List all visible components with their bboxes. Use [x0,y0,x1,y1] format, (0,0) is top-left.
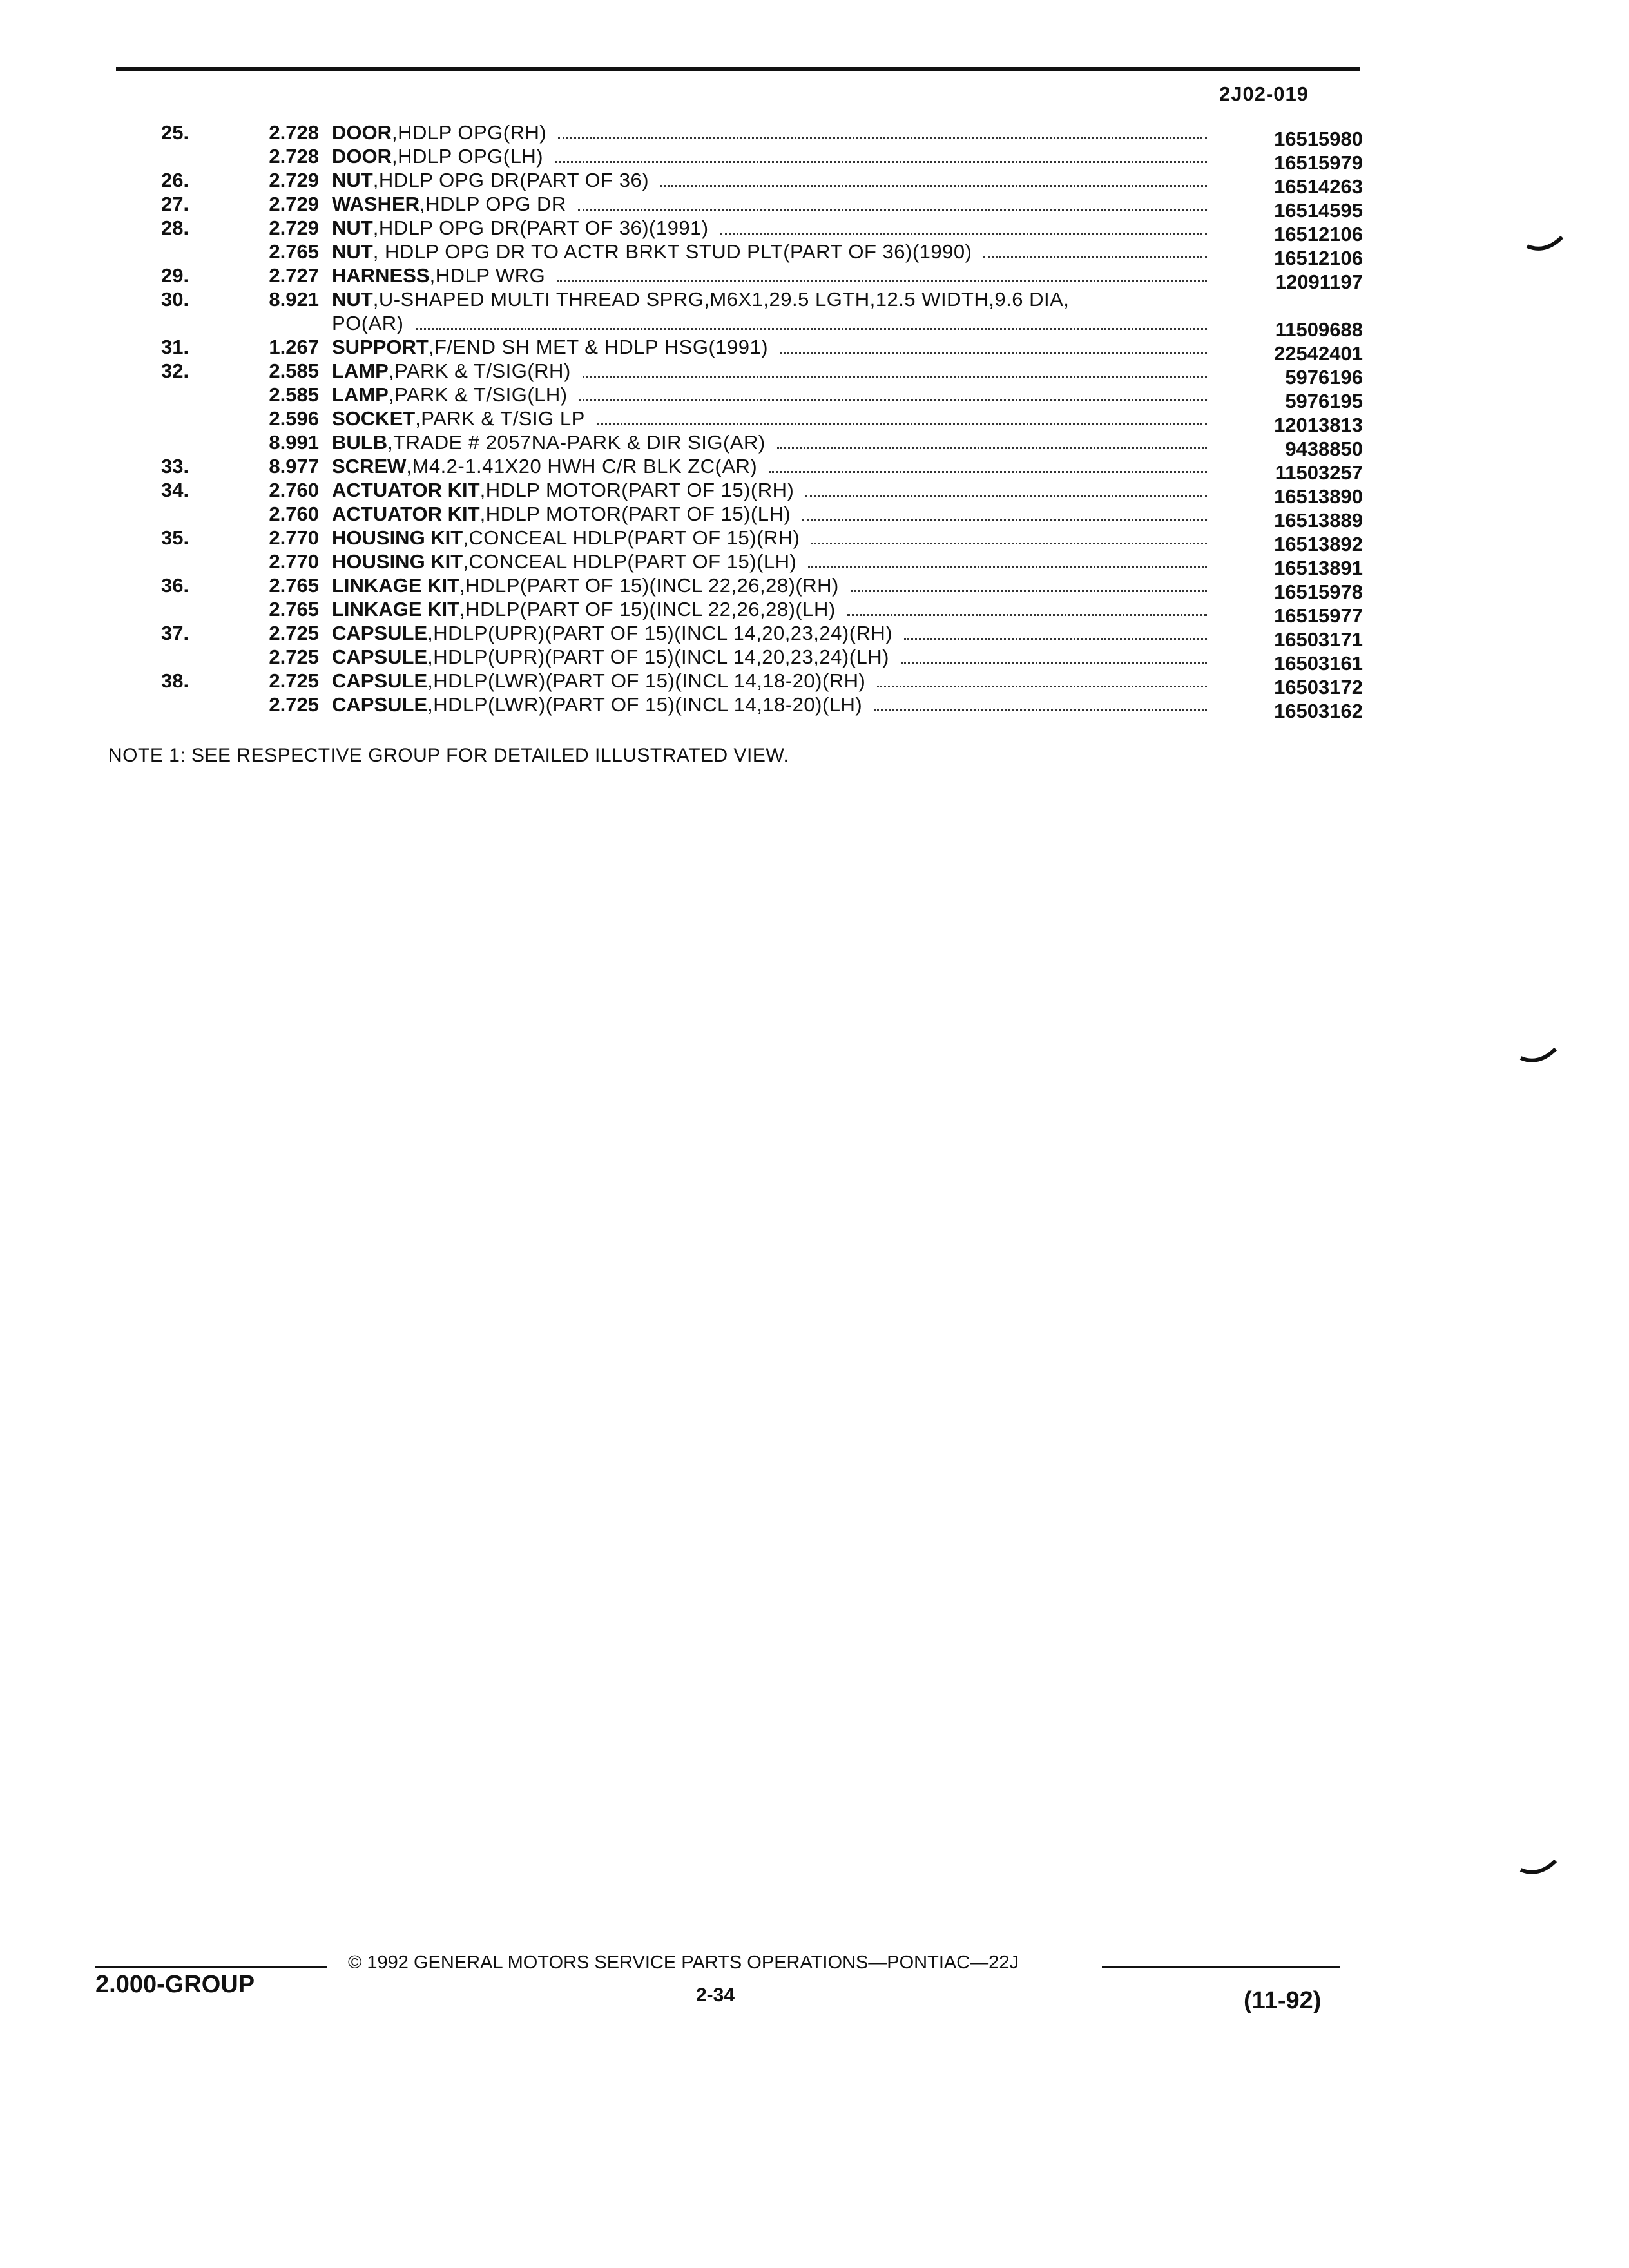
dot-leader [847,614,1207,616]
group-number: 2.765 [269,240,319,263]
part-number: 16513889 [1274,509,1363,532]
dot-leader [802,519,1207,521]
dot-leader [579,399,1207,401]
part-detail: ,HDLP(PART OF 15)(INCL 22,26,28)(LH) [459,598,836,620]
part-name: WASHER [332,193,420,215]
part-description [332,693,1215,716]
part-number: 16503172 [1274,676,1363,698]
item-number: 26. [161,169,189,191]
part-description [332,312,1215,335]
part-description [332,288,1215,311]
part-detail: ,PARK & T/SIG(LH) [388,383,568,406]
part-description [332,169,1215,192]
part-number: 16512106 [1274,247,1363,269]
part-name: SUPPORT [332,336,429,358]
part-row [116,622,1363,651]
part-number: 12091197 [1275,271,1363,293]
part-row [116,693,1363,722]
part-row [116,407,1363,436]
footer-date: (11-92) [1244,1987,1322,2014]
part-name: CAPSULE [332,669,428,692]
part-description [332,383,1215,407]
part-detail: ,HDLP OPG DR [419,193,566,215]
part-number: 16512106 [1274,223,1363,245]
part-detail: ,PARK & T/SIG(RH) [388,360,571,382]
dot-leader [874,709,1207,711]
group-number: 2.725 [269,669,319,692]
part-name: BULB [332,431,388,454]
group-number: 2.725 [269,622,319,644]
part-description [332,360,1215,383]
dot-leader [578,209,1207,211]
part-number: 5976196 [1285,366,1363,389]
dot-leader [720,233,1207,235]
part-name: HOUSING KIT [332,550,463,573]
part-name: NUT [332,288,373,311]
part-number: 16515978 [1274,581,1363,603]
item-number: 38. [161,669,189,692]
part-number: 16514595 [1274,199,1363,222]
group-number: 2.728 [269,145,319,168]
dot-leader [583,376,1207,378]
footer-copyright: © 1992 GENERAL MOTORS SERVICE PARTS OPERATIONS—PONTIAC—22J [348,1952,1019,1973]
item-number: 33. [161,455,189,477]
part-description [332,646,1215,669]
part-name: ACTUATOR KIT [332,479,480,501]
part-row [116,360,1363,389]
dot-leader [558,137,1207,139]
part-description [332,455,1215,478]
part-description [332,264,1215,287]
part-number: 16513890 [1274,485,1363,508]
group-number: 1.267 [269,336,319,358]
top-rule [116,67,1360,71]
dot-leader [416,328,1208,330]
part-number: 9438850 [1285,437,1363,460]
part-description [332,431,1215,454]
part-number: 16503162 [1274,700,1363,722]
dot-leader [904,638,1207,640]
group-number: 2.727 [269,264,319,287]
part-row [116,193,1363,222]
part-name: NUT [332,240,373,263]
part-row [116,503,1363,532]
dot-leader [811,543,1207,544]
part-row [116,598,1363,627]
group-number: 2.729 [269,216,319,239]
group-number: 2.728 [269,121,319,144]
part-description [332,336,1215,359]
part-row [116,574,1363,603]
part-row [116,169,1363,198]
group-number: 8.921 [269,288,319,311]
group-number: 2.770 [269,526,319,549]
group-number: 2.770 [269,550,319,573]
dot-leader [777,447,1207,449]
part-name: CAPSULE [332,693,428,716]
part-detail: ,TRADE # 2057NA-PARK & DIR SIG(AR) [387,431,766,454]
footer-rule [1102,1966,1340,1968]
part-row [116,455,1363,484]
page-number: 2-34 [696,1984,735,2006]
part-number: 16513892 [1274,533,1363,555]
dot-leader [780,352,1207,354]
part-row [116,646,1363,675]
part-detail: ,U-SHAPED MULTI THREAD SPRG,M6X1,29.5 LGTH,12.5 WIDTH,9.6 DIA, [372,288,1070,311]
part-detail: ,HDLP(LWR)(PART OF 15)(INCL 14,18-20)(RH) [427,669,866,692]
part-description [332,503,1215,526]
part-detail: ,CONCEAL HDLP(PART OF 15)(RH) [463,526,800,549]
item-number: 27. [161,193,189,215]
part-detail: ,HDLP(LWR)(PART OF 15)(INCL 14,18-20)(LH) [427,693,863,716]
footnote: NOTE 1: SEE RESPECTIVE GROUP FOR DETAILED ILLUSTRATED VIEW. [108,745,789,766]
dot-leader [557,280,1207,282]
part-detail: ,HDLP OPG DR(PART OF 36)(1991) [372,216,709,239]
part-name: DOOR [332,145,392,168]
group-number: 8.991 [269,431,319,454]
part-number: 16514263 [1274,175,1363,198]
part-name: CAPSULE [332,622,428,644]
dot-leader [555,161,1207,163]
item-number: 37. [161,622,189,644]
group-number: 2.585 [269,383,319,406]
group-number: 2.765 [269,574,319,597]
group-number: 2.596 [269,407,319,430]
group-number: 2.760 [269,479,319,501]
part-detail: ,CONCEAL HDLP(PART OF 15)(LH) [463,550,797,573]
part-row [116,550,1363,579]
part-description [332,216,1215,240]
dot-leader [983,256,1207,258]
group-number: 2.729 [269,193,319,215]
part-description [332,598,1215,621]
group-number: 2.729 [269,169,319,191]
part-number: 16515977 [1274,604,1363,627]
part-detail: ,PARK & T/SIG LP [415,407,585,430]
binder-mark [1519,1044,1558,1070]
part-number: 12013813 [1274,414,1363,436]
part-detail: , HDLP OPG DR TO ACTR BRKT STUD PLT(PART OF 36)(1990) [372,240,972,263]
part-name: HOUSING KIT [332,526,463,549]
part-number: 16503171 [1274,628,1363,651]
dot-leader [808,566,1207,568]
binder-mark [1526,232,1565,258]
part-row [116,216,1363,245]
dot-leader [660,185,1207,187]
item-number: 28. [161,216,189,239]
part-number: 16503161 [1274,652,1363,675]
part-detail: PO(AR) [332,312,404,334]
part-row [116,336,1363,365]
part-number: 11503257 [1275,461,1363,484]
part-name: SCREW [332,455,407,477]
part-description [332,145,1215,168]
part-row [116,288,1363,312]
item-number: 30. [161,288,189,311]
part-number: 16515980 [1274,128,1363,150]
part-description [332,669,1215,693]
part-name: LAMP [332,360,389,382]
group-number: 2.765 [269,598,319,620]
part-description [332,526,1215,550]
group-number: 8.977 [269,455,319,477]
part-name: DOOR [332,121,392,144]
part-number: 11509688 [1275,318,1363,341]
part-description [332,240,1215,264]
part-detail: ,HDLP OPG DR(PART OF 36) [372,169,650,191]
part-row [116,479,1363,508]
part-name: CAPSULE [332,646,428,668]
part-description [332,121,1215,144]
part-row [116,264,1363,293]
part-name: LAMP [332,383,389,406]
part-detail: ,HDLP MOTOR(PART OF 15)(LH) [479,503,791,525]
dot-leader [805,495,1207,497]
footer-group: 2.000-GROUP [95,1966,327,1999]
part-row [116,383,1363,412]
item-number: 25. [161,121,189,144]
part-description [332,622,1215,645]
part-name: LINKAGE KIT [332,598,460,620]
item-number: 34. [161,479,189,501]
item-number: 36. [161,574,189,597]
part-number: 16513891 [1274,557,1363,579]
part-description [332,550,1215,573]
part-description [332,407,1215,430]
part-description [332,574,1215,597]
part-row [116,669,1363,698]
dot-leader [851,590,1207,592]
part-detail: ,HDLP(PART OF 15)(INCL 22,26,28)(RH) [459,574,839,597]
part-name: NUT [332,216,373,239]
part-number: 5976195 [1285,390,1363,412]
part-detail: ,HDLP OPG(LH) [392,145,544,168]
group-number: 2.725 [269,646,319,668]
group-number: 2.760 [269,503,319,525]
part-name: LINKAGE KIT [332,574,460,597]
part-name: SOCKET [332,407,416,430]
part-detail: ,HDLP WRG [429,264,546,287]
dot-leader [769,471,1207,473]
dot-leader [597,423,1207,425]
part-detail: ,HDLP(UPR)(PART OF 15)(INCL 14,20,23,24)(LH) [427,646,889,668]
dot-leader [877,686,1207,687]
item-number: 35. [161,526,189,549]
item-number: 31. [161,336,189,358]
reference-code: 2J02-019 [1219,82,1309,105]
part-number: 22542401 [1274,342,1363,365]
part-detail: ,M4.2-1.41X20 HWH C/R BLK ZC(AR) [406,455,758,477]
item-number: 29. [161,264,189,287]
part-number: 16515979 [1274,151,1363,174]
group-number: 2.725 [269,693,319,716]
part-row [116,312,1363,341]
item-number: 32. [161,360,189,382]
part-row [116,145,1363,174]
part-row [116,240,1363,269]
part-description [332,193,1215,216]
part-name: HARNESS [332,264,430,287]
part-name: NUT [332,169,373,191]
part-row [116,431,1363,460]
part-description [332,479,1215,502]
part-detail: ,HDLP MOTOR(PART OF 15)(RH) [479,479,795,501]
part-name: ACTUATOR KIT [332,503,480,525]
dot-leader [901,662,1207,664]
part-row [116,526,1363,555]
group-number: 2.585 [269,360,319,382]
part-row [116,121,1363,150]
binder-mark [1519,1856,1558,1881]
part-detail: ,HDLP OPG(RH) [392,121,547,144]
parts-list [116,121,1363,722]
part-detail: ,F/END SH MET & HDLP HSG(1991) [428,336,769,358]
part-detail: ,HDLP(UPR)(PART OF 15)(INCL 14,20,23,24)(RH) [427,622,893,644]
